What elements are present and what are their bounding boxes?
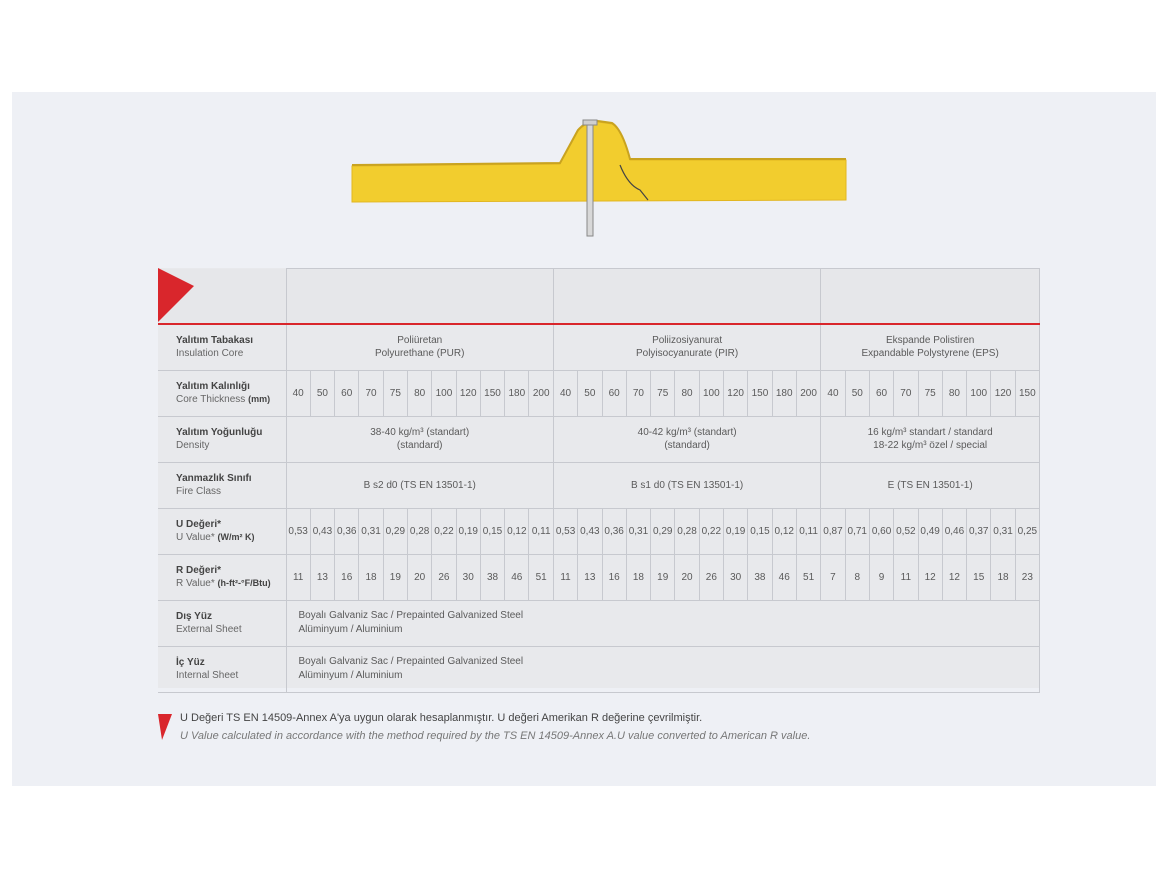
thickness-pur-cell: 200 — [529, 370, 553, 416]
r_value-pur-cell: 11 — [286, 554, 310, 600]
r_value-pur-cell: 26 — [432, 554, 456, 600]
row-external-sheet: Dış Yüz External Sheet Boyalı Galvaniz Sac / Prepainted Galvanized Steel Alüminyum / Aluminium — [158, 600, 1040, 646]
r_value-pir-cell: 16 — [602, 554, 626, 600]
r_value-pir-cell: 19 — [651, 554, 675, 600]
thickness-pir-cell: 120 — [723, 370, 747, 416]
thickness-pur-cell: 150 — [480, 370, 504, 416]
external-sheet-value: Boyalı Galvaniz Sac / Prepainted Galvanized Steel Alüminyum / Aluminium — [286, 600, 1040, 646]
thickness-eps-cell: 150 — [1015, 370, 1039, 416]
u_value-pur-cell: 0,53 — [286, 508, 310, 554]
u_value-pir-cell: 0,36 — [602, 508, 626, 554]
r_value-pir-cell: 38 — [748, 554, 772, 600]
u_value-eps-cell: 0,46 — [942, 508, 966, 554]
u_value-pur-cell: 0,28 — [407, 508, 431, 554]
r_value-eps-cell: 11 — [894, 554, 918, 600]
table-head-row — [158, 269, 1040, 325]
u_value-pur-cell: 0,43 — [310, 508, 334, 554]
u_value-pir-cell: 0,53 — [553, 508, 577, 554]
row-insulation-core: Yalıtım Tabakası Insulation Core Poliüretan Polyurethane (PUR) Poliizosiyanurat Polyisocyanurate (PIR) Ekspande Polistiren Expandable Polystyrene (EPS) — [158, 324, 1040, 370]
u_value-pir-cell: 0,29 — [651, 508, 675, 554]
r_value-eps-cell: 8 — [845, 554, 869, 600]
u_value-pir-cell: 0,15 — [748, 508, 772, 554]
r_value-pur-cell: 18 — [359, 554, 383, 600]
internal-sheet-value: Boyalı Galvaniz Sac / Prepainted Galvanized Steel Alüminyum / Aluminium — [286, 646, 1040, 692]
u_value-pur-cell: 0,22 — [432, 508, 456, 554]
sandwich-panel-illustration — [340, 116, 860, 246]
u_value-eps-cell: 0,49 — [918, 508, 942, 554]
r_value-eps-cell: 12 — [918, 554, 942, 600]
core-eps: Ekspande Polistiren Expandable Polystyrene (EPS) — [821, 324, 1040, 370]
thickness-eps-cell: 100 — [967, 370, 991, 416]
spec-table-container — [158, 268, 1039, 688]
r_value-pir-cell: 13 — [578, 554, 602, 600]
r_value-eps-cell: 12 — [942, 554, 966, 600]
u_value-pir-cell: 0,11 — [796, 508, 820, 554]
r_value-pir-cell: 46 — [772, 554, 796, 600]
row-r-value: R Değeri* R Value* (h-ft²-°F/Btu) 11 13 16 18 19 20 26 30 38 46 51 11 13 16 18 19 20 26 30 38 46 51 7 8 9 11 12 12 15 18 23 — [158, 554, 1040, 600]
thickness-pir-cell: 50 — [578, 370, 602, 416]
density-pur: 38-40 kg/m³ (standart) (standard) — [286, 416, 553, 462]
thickness-pir-cell: 180 — [772, 370, 796, 416]
row-internal-sheet: İç Yüz Internal Sheet Boyalı Galvaniz Sac / Prepainted Galvanized Steel Alüminyum / Aluminium — [158, 646, 1040, 692]
thickness-pur-cell: 40 — [286, 370, 310, 416]
u_value-pur-cell: 0,15 — [480, 508, 504, 554]
r_value-pur-cell: 19 — [383, 554, 407, 600]
thickness-pir-cell: 200 — [796, 370, 820, 416]
r_value-eps-cell: 23 — [1015, 554, 1039, 600]
row-thickness: Yalıtım Kalınlığı Core Thickness (mm) 40 50 60 70 75 80 100 120 150 180 200 40 50 60 70 75 80 100 120 150 180 200 40 50 60 70 75 80 100 120 150 — [158, 370, 1040, 416]
r_value-pir-cell: 26 — [699, 554, 723, 600]
row-density: Yalıtım Yoğunluğu Density 38-40 kg/m³ (standart) (standard) 40-42 kg/m³ (standart) (standard) 16 kg/m³ standart / standard 18-22 kg/m³ özel / special — [158, 416, 1040, 462]
panel-core — [352, 122, 846, 202]
r_value-pur-cell: 38 — [480, 554, 504, 600]
u_value-eps-cell: 0,37 — [967, 508, 991, 554]
r_value-eps-cell: 15 — [967, 554, 991, 600]
footnote-english: U Value calculated in accordance with the method required by the TS EN 14509-Annex A.U value converted to American R value. — [180, 730, 811, 742]
r_value-pir-cell: 11 — [553, 554, 577, 600]
red-note-flag-icon — [158, 714, 172, 740]
thickness-pir-cell: 60 — [602, 370, 626, 416]
spec-table — [158, 268, 1040, 693]
core-pur: Poliüretan Polyurethane (PUR) — [286, 324, 553, 370]
thickness-eps-cell: 70 — [894, 370, 918, 416]
footnote-turkish: U Değeri TS EN 14509-Annex A'ya uygun olarak hesaplanmıştır. U değeri Amerikan R değerine çevrilmiştir. — [180, 712, 703, 724]
r_value-pir-cell: 51 — [796, 554, 820, 600]
r_value-eps-cell: 7 — [821, 554, 845, 600]
r_value-pur-cell: 20 — [407, 554, 431, 600]
u_value-pur-cell: 0,31 — [359, 508, 383, 554]
r_value-pur-cell: 51 — [529, 554, 553, 600]
u_value-eps-cell: 0,71 — [845, 508, 869, 554]
u_value-pir-cell: 0,43 — [578, 508, 602, 554]
u_value-eps-cell: 0,25 — [1015, 508, 1039, 554]
u_value-pir-cell: 0,19 — [723, 508, 747, 554]
thickness-pir-cell: 150 — [748, 370, 772, 416]
r_value-pir-cell: 20 — [675, 554, 699, 600]
thickness-pur-cell: 60 — [335, 370, 359, 416]
u_value-pir-cell: 0,22 — [699, 508, 723, 554]
fire-eps: E (TS EN 13501-1) — [821, 462, 1040, 508]
u_value-pur-cell: 0,19 — [456, 508, 480, 554]
thickness-eps-cell: 75 — [918, 370, 942, 416]
thickness-pir-cell: 40 — [553, 370, 577, 416]
thickness-pur-cell: 180 — [505, 370, 529, 416]
u_value-pur-cell: 0,36 — [335, 508, 359, 554]
r_value-pir-cell: 18 — [626, 554, 650, 600]
u_value-eps-cell: 0,87 — [821, 508, 845, 554]
thickness-pir-cell: 70 — [626, 370, 650, 416]
thickness-pur-cell: 50 — [310, 370, 334, 416]
core-pir: Poliizosiyanurat Polyisocyanurate (PIR) — [553, 324, 820, 370]
r_value-pur-cell: 30 — [456, 554, 480, 600]
thickness-eps-cell: 40 — [821, 370, 845, 416]
r_value-eps-cell: 9 — [869, 554, 893, 600]
thickness-pur-cell: 120 — [456, 370, 480, 416]
row-fire-class: Yanmazlık Sınıfı Fire Class B s2 d0 (TS EN 13501-1) B s1 d0 (TS EN 13501-1) E (TS EN 13501-1) — [158, 462, 1040, 508]
r_value-eps-cell: 18 — [991, 554, 1015, 600]
u_value-pur-cell: 0,12 — [505, 508, 529, 554]
thickness-eps-cell: 80 — [942, 370, 966, 416]
thickness-pir-cell: 80 — [675, 370, 699, 416]
thickness-eps-cell: 120 — [991, 370, 1015, 416]
thickness-eps-cell: 60 — [869, 370, 893, 416]
thickness-pur-cell: 70 — [359, 370, 383, 416]
thickness-eps-cell: 50 — [845, 370, 869, 416]
u_value-pir-cell: 0,31 — [626, 508, 650, 554]
fire-pur: B s2 d0 (TS EN 13501-1) — [286, 462, 553, 508]
density-pir: 40-42 kg/m³ (standart) (standard) — [553, 416, 820, 462]
fire-pir: B s1 d0 (TS EN 13501-1) — [553, 462, 820, 508]
u_value-pur-cell: 0,11 — [529, 508, 553, 554]
r_value-pur-cell: 46 — [505, 554, 529, 600]
u_value-eps-cell: 0,60 — [869, 508, 893, 554]
row-u-value: U Değeri* U Value* (W/m² K) 0,53 0,43 0,36 0,31 0,29 0,28 0,22 0,19 0,15 0,12 0,11 0,53 0,43 0,36 0,31 0,29 0,28 0,22 0,19 0,15 0,12 0,11 0,87 0,71 0,60 0,52 0,49 0,46 0,37 0,31 0,25 — [158, 508, 1040, 554]
thickness-pur-cell: 80 — [407, 370, 431, 416]
u_value-pur-cell: 0,29 — [383, 508, 407, 554]
u_value-pir-cell: 0,12 — [772, 508, 796, 554]
thickness-pur-cell: 100 — [432, 370, 456, 416]
u_value-eps-cell: 0,52 — [894, 508, 918, 554]
red-corner-flag-icon — [158, 268, 198, 322]
u_value-pir-cell: 0,28 — [675, 508, 699, 554]
thickness-pir-cell: 75 — [651, 370, 675, 416]
u_value-eps-cell: 0,31 — [991, 508, 1015, 554]
thickness-pur-cell: 75 — [383, 370, 407, 416]
thickness-pir-cell: 100 — [699, 370, 723, 416]
screw-icon — [587, 122, 593, 236]
density-eps: 16 kg/m³ standart / standard 18-22 kg/m³ özel / special — [821, 416, 1040, 462]
r_value-pur-cell: 13 — [310, 554, 334, 600]
r_value-pir-cell: 30 — [723, 554, 747, 600]
r_value-pur-cell: 16 — [335, 554, 359, 600]
